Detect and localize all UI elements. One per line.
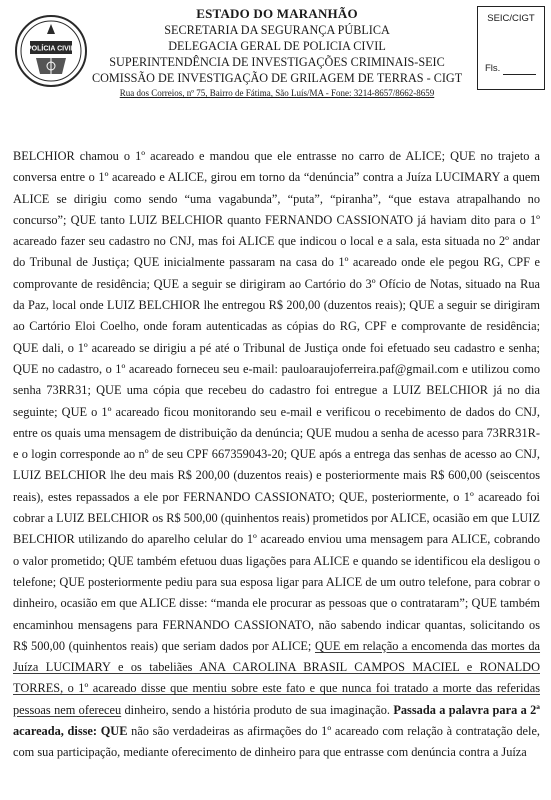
- body-text-main: BELCHIOR chamou o 1º acareado e mandou que ele entrasse no carro de ALICE; QUE no trajeto a conversa entre o 1º acareado e ALICE, girou em torno da “denúncia” contra a Juíza LUCIMARY a quem ALICE se dirigiu como sendo “uma vagabunda”, “puta”, “piranha”, “que estava atrapalhando no concurso”; QUE tanto LUIZ BELCHIOR quanto FERNANDO CASSIONATO já haviam dito para o 1º acareado fazer seu cadastro no CNJ, mas foi ALICE que indicou o local e a sala, esta situada no 2º andar do Tribunal de Justiça; QUE inicialmente passaram na casa do 1º acareado onde ele pegou RG, CPF e comprovante de residência; QUE a seguir se dirigiram ao Cartório do 3º Ofício de Notas, situado na Rua da Paz, local onde LUIZ BELCHIOR lhe entregou R$ 200,00 (duzentos reais); QUE a seguir se dirigiram ao Cartório Eloi Coelho, onde foram autenticadas as cópias do RG, CPF e comprovante de residência; QUE dali, o 1º acareado se dirigiu a pé até o Tribunal de Justiça onde foi efetuado seu cadastro e senha; QUE no cadastro, o 1º acareado forneceu seu e-mail: pauloaraujoferreira.paf@gmail.com e utilizou como senha 73RR31; QUE uma cópia que recebeu do cadastro foi entregue a LUIZ BELCHIOR já no dia seguinte; QUE o 1º acareado ficou monitorando seu e-mail e verificou o recebimento de dados do CNJ, entre os quais uma mensagem de distribuição da denúncia; QUE mudou a senha de acesso para 73RR31R- e o login corresponde ao nº de seu CPF 667359043-20; QUE após a entrega das senhas de acesso ao CNJ, LUIZ BELCHIOR lhe deu mais R$ 200,00 (duzentos reais) e posteriormente mais R$ 600,00 (seiscentos reais), estes repassados a ele por FERNANDO CASSIONATO; QUE, posteriormente, o 1º acareado foi cobrar a LUIZ BELCHIOR os R$ 500,00 (quinhentos reais) prometidos por ALICE, ocasião em que LUIZ BELCHIOR utilizando do aparelho celular do 1º acareado enviou uma mensagem para ALICE, cobrando o valor prometido; QUE também efetuou duas ligações para ALICE e quando se identificou ela desligou o telefone; QUE posteriormente pediu para sua esposa ligar para ALICE de um outro telefone, para cobrar o dinheiro, ocasião em que ALICE disse: “manda ele procurar as pessoas que o contrataram”; QUE também encaminhou mensagens para FERNANDO CASSIONATO, não sabendo indicar quantas, solicitando os R$ 500,00 (quinhentos reais) que seriam dados por ALICE;: [13, 149, 540, 653]
- header-superintendencia: SUPERINTENDÊNCIA DE INVESTIGAÇÕES CRIMINAIS-SEIC: [109, 55, 445, 69]
- stamp-fls-label: Fls.: [485, 63, 501, 74]
- body-text-underlined: QUE em relação a encomenda das mortes da Juíza LUCIMARY e os tabeliães ANA CAROLINA BRASIL CAMPOS MACIEL e RONALDO TORRES, o 1º acareado disse que mentiu sobre este fato e que nunca foi tratado a morte das referidas pessoas nem ofereceu: [13, 638, 541, 717]
- body-paragraph: [13, 146, 540, 764]
- body-text-bold: Passada a palavra para a 2ª acareada, disse: QUE: [13, 702, 540, 739]
- header-secretariat: SECRETARIA DA SEGURANÇA PÚBLICA: [164, 23, 390, 37]
- header-comissao: COMISSÃO DE INVESTIGAÇÃO DE GRILAGEM DE TERRAS - CIGT: [92, 71, 463, 85]
- stamp-fls-blank: [503, 74, 536, 75]
- policia-civil-seal-icon: [14, 14, 88, 88]
- header-address: Rua dos Correios, nº 75, Bairro de Fátima, São Luís/MA - Fone: 3214-8657/8662-8659: [119, 88, 435, 98]
- seal-text: POLÍCIA CIVIL: [27, 45, 75, 53]
- document-body: [13, 146, 540, 764]
- body-text-continuation: dinheiro, sendo a história produto de sua imaginação.: [121, 702, 394, 717]
- document-header: [92, 6, 462, 100]
- header-delegacia: DELEGACIA GERAL DE POLICIA CIVIL: [168, 39, 386, 53]
- page-stamp-box: [477, 6, 545, 90]
- body-text-tail: não são verdadeiras as afirmações do 1º acareado com relação à contratação dele, com sua participação, mediante oferecimento de dinheiro para que entrasse com denúncia contra a Juíza: [13, 724, 541, 760]
- stamp-code: SEIC/CIGT: [487, 13, 535, 24]
- header-state: ESTADO DO MARANHÃO: [196, 6, 358, 21]
